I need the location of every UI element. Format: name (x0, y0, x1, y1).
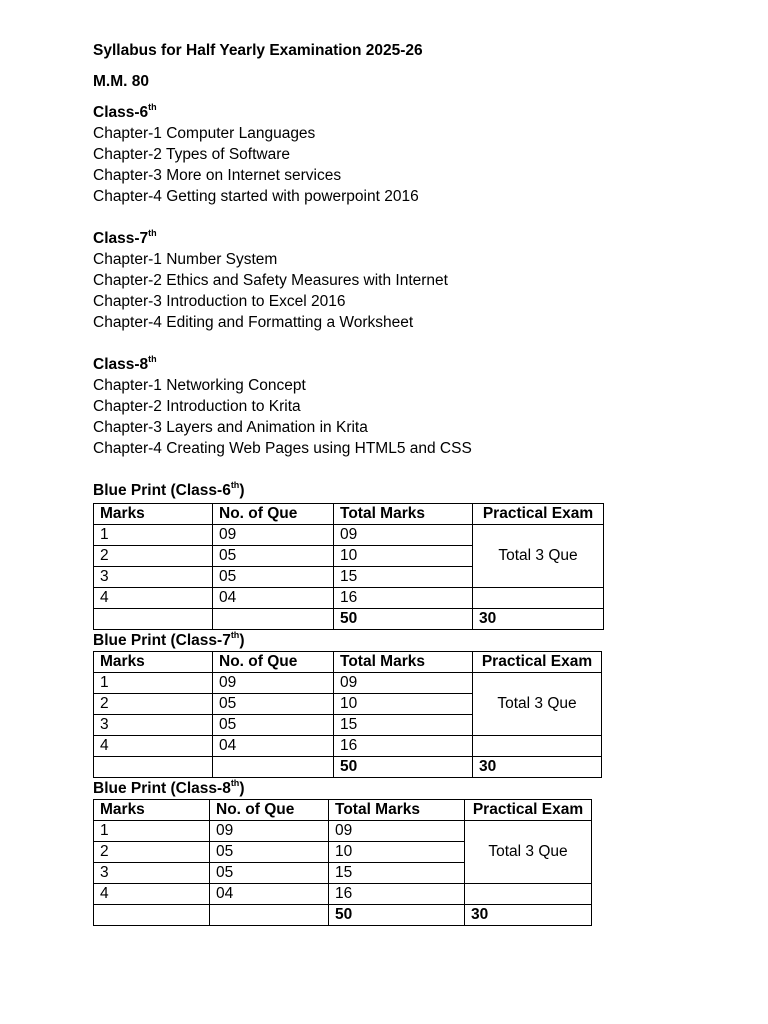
chapter-item: Chapter-1 Computer Languages (93, 125, 316, 142)
document-page (93, 40, 713, 926)
chapter-item: Chapter-2 Ethics and Safety Measures with Internet (93, 272, 448, 289)
table-cell (473, 588, 604, 609)
practical-total-cell: 30 (473, 609, 604, 630)
table-row (94, 588, 604, 609)
header-cell: No. of Que (213, 652, 334, 673)
table-cell: 09 (334, 673, 473, 694)
table-row (94, 821, 592, 842)
practical-note-cell: Total 3 Que (473, 673, 602, 736)
total-marks-cell: 50 (329, 905, 465, 926)
practical-note-cell: Total 3 Que (473, 525, 604, 588)
table-cell: 2 (94, 694, 213, 715)
table-cell (465, 884, 592, 905)
table-cell: 05 (213, 715, 334, 736)
table-cell (210, 905, 329, 926)
total-marks-cell: 50 (334, 609, 473, 630)
chapter-item: Chapter-2 Introduction to Krita (93, 398, 301, 415)
table-cell: 3 (94, 715, 213, 736)
table-row (94, 673, 602, 694)
table-cell (213, 757, 334, 778)
total-marks-cell: 50 (334, 757, 473, 778)
table-cell: 4 (94, 736, 213, 757)
table-cell: 09 (210, 821, 329, 842)
table-cell: 05 (210, 863, 329, 884)
header-cell: No. of Que (213, 504, 334, 525)
totals-row (94, 757, 602, 778)
blueprint-heading: Blue Print (Class-7th) (93, 629, 245, 649)
blueprint-table (93, 799, 592, 926)
table-header-row (94, 800, 592, 821)
header-cell: Marks (94, 652, 213, 673)
header-cell: Practical Exam (473, 652, 602, 673)
table-cell: 4 (94, 884, 210, 905)
table-cell: 05 (210, 842, 329, 863)
chapter-item: Chapter-4 Creating Web Pages using HTML5 and CSS (93, 440, 472, 457)
header-cell: Total Marks (334, 652, 473, 673)
table-cell: 10 (334, 694, 473, 715)
table-cell: 15 (334, 567, 473, 588)
practical-total-cell: 30 (465, 905, 592, 926)
table-cell (94, 905, 210, 926)
blueprint-table (93, 651, 602, 778)
table-cell: 09 (213, 673, 334, 694)
chapter-item: Chapter-3 Layers and Animation in Krita (93, 419, 368, 436)
table-row (94, 736, 602, 757)
table-cell: 05 (213, 694, 334, 715)
chapter-item: Chapter-3 More on Internet services (93, 167, 342, 184)
header-cell: Total Marks (329, 800, 465, 821)
table-cell (94, 757, 213, 778)
blueprint-table (93, 503, 604, 630)
table-header-row (94, 652, 602, 673)
blueprint-heading: Blue Print (Class-6th) (93, 479, 245, 499)
class-heading: Class-7th (93, 227, 157, 247)
table-cell (473, 736, 602, 757)
header-cell: Marks (94, 504, 213, 525)
table-cell: 1 (94, 673, 213, 694)
table-cell (94, 609, 213, 630)
table-cell: 15 (334, 715, 473, 736)
header-cell: Total Marks (334, 504, 473, 525)
header-cell: Practical Exam (473, 504, 604, 525)
max-marks: M.M. 80 (93, 73, 149, 90)
chapter-item: Chapter-1 Networking Concept (93, 377, 306, 394)
table-cell: 2 (94, 842, 210, 863)
chapter-item: Chapter-4 Editing and Formatting a Worksheet (93, 314, 414, 331)
table-cell: 09 (334, 525, 473, 546)
table-cell: 05 (213, 546, 334, 567)
practical-note-cell: Total 3 Que (465, 821, 592, 884)
table-row (94, 525, 604, 546)
table-cell: 04 (213, 736, 334, 757)
table-cell: 10 (329, 842, 465, 863)
table-cell: 1 (94, 821, 210, 842)
table-cell: 4 (94, 588, 213, 609)
table-cell: 04 (213, 588, 334, 609)
table-header-row (94, 504, 604, 525)
header-cell: No. of Que (210, 800, 329, 821)
chapter-item: Chapter-3 Introduction to Excel 2016 (93, 293, 346, 310)
table-cell: 2 (94, 546, 213, 567)
table-cell: 04 (210, 884, 329, 905)
chapter-item: Chapter-1 Number System (93, 251, 278, 268)
blueprint-heading: Blue Print (Class-8th) (93, 777, 245, 797)
table-cell: 09 (213, 525, 334, 546)
document-title: Syllabus for Half Yearly Examination 2025-26 (93, 42, 423, 59)
table-row (94, 884, 592, 905)
chapter-item: Chapter-2 Types of Software (93, 146, 291, 163)
class-heading: Class-8th (93, 353, 157, 373)
table-cell: 15 (329, 863, 465, 884)
totals-row (94, 905, 592, 926)
table-cell: 3 (94, 863, 210, 884)
table-cell: 16 (334, 588, 473, 609)
table-cell: 09 (329, 821, 465, 842)
practical-total-cell: 30 (473, 757, 602, 778)
header-cell: Practical Exam (465, 800, 592, 821)
class-heading: Class-6th (93, 101, 157, 121)
table-cell (213, 609, 334, 630)
totals-row (94, 609, 604, 630)
table-cell: 1 (94, 525, 213, 546)
table-cell: 05 (213, 567, 334, 588)
chapter-item: Chapter-4 Getting started with powerpoint 2016 (93, 188, 419, 205)
header-cell: Marks (94, 800, 210, 821)
table-cell: 16 (329, 884, 465, 905)
table-cell: 16 (334, 736, 473, 757)
table-cell: 10 (334, 546, 473, 567)
table-cell: 3 (94, 567, 213, 588)
